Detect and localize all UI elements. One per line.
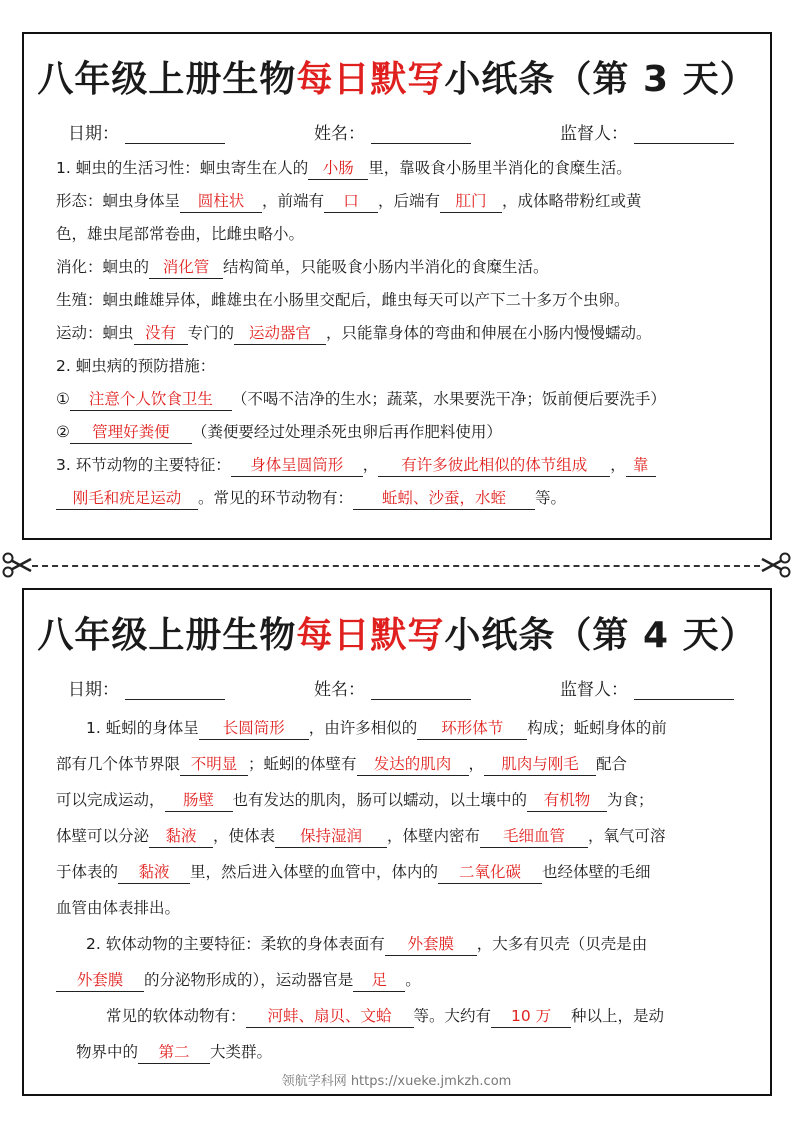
text: ，前端有 — [262, 192, 325, 210]
text: 3. 环节动物的主要特征： — [56, 456, 231, 474]
text: 运动：蛔虫 — [56, 324, 134, 342]
text-line — [56, 962, 750, 998]
text: ，大多有贝壳（贝壳是由 — [476, 935, 648, 953]
name-label: 姓名： — [314, 680, 365, 700]
dictation-card-day4 — [22, 588, 772, 1096]
text: 也经体壁的毛细 — [542, 863, 651, 881]
text: 物界中的 — [76, 1043, 139, 1061]
card-title — [24, 610, 770, 662]
card-body — [24, 144, 770, 515]
text: 常见的软体动物有： — [106, 1007, 246, 1025]
answer-blank: 有机物 — [527, 789, 607, 812]
text: 部有几个体节界限 — [56, 755, 181, 773]
text: 专门的 — [187, 324, 235, 342]
text-line — [56, 746, 750, 782]
text-line — [56, 1034, 750, 1070]
answer-blank: 河蚌、扇贝、文蛤 — [246, 1005, 414, 1028]
text-line — [56, 317, 750, 350]
supervisor-label: 监督人： — [560, 124, 628, 144]
text: 形态：蛔虫身体呈 — [56, 192, 181, 210]
supervisor-label: 监督人： — [560, 680, 628, 700]
text: ，氧气可溶 — [588, 827, 666, 845]
text: 等。大约有 — [413, 1007, 492, 1025]
text-line — [56, 926, 750, 962]
scissors-icon — [2, 551, 32, 579]
title-highlight: 每日默写 — [296, 615, 445, 656]
text-line — [56, 218, 750, 251]
text: 大类群。 — [210, 1043, 273, 1061]
answer-blank: 环形体节 — [417, 717, 527, 740]
text: 也有发达的肌肉，肠可以蠕动，以土壤中的 — [232, 791, 528, 809]
answer-blank: 运动器官 — [234, 322, 326, 345]
text: ， — [610, 456, 626, 474]
text: 。 — [405, 971, 421, 989]
title-part: 天） — [682, 59, 757, 100]
text: ，成体略带粉红或黄 — [502, 192, 642, 210]
text-line — [56, 185, 750, 218]
title-day-number: 4 — [642, 615, 670, 656]
footer-watermark: 领航学科网 https://xueke.jmkzh.com — [281, 1074, 512, 1089]
answer-blank: 蚯蚓、沙蚕，水蛭 — [353, 487, 535, 510]
text-line — [56, 152, 750, 185]
title-day-number: 3 — [642, 59, 670, 100]
text: （粪便要经过处理杀死虫卵后再作肥料使用） — [191, 423, 502, 441]
text: 体壁可以分泌 — [56, 827, 150, 845]
text: 1. 蛔虫的生活习性：蛔虫寄生在人的 — [56, 159, 309, 177]
scissors-icon — [761, 551, 791, 579]
title-highlight: 每日默写 — [296, 59, 445, 100]
answer-blank: 外套膜 — [56, 969, 144, 992]
text: 。常见的环节动物有： — [198, 489, 354, 507]
card-title — [24, 54, 770, 106]
text: ， — [362, 456, 379, 474]
dictation-card-day3 — [22, 32, 772, 540]
text-line — [56, 998, 750, 1034]
date-label: 日期： — [68, 680, 119, 700]
title-part: 天） — [682, 615, 757, 656]
answer-blank: 足 — [353, 969, 405, 992]
date-label: 日期： — [68, 124, 119, 144]
text: ，使体表 — [213, 827, 276, 845]
meta-row — [24, 662, 770, 700]
text: ，只能靠身体的弯曲和伸展在小肠内慢慢蠕动。 — [326, 324, 652, 342]
answer-blank: 口 — [324, 190, 378, 213]
answer-blank: 有许多彼此相似的体节组成 — [378, 454, 610, 477]
answer-blank: 长圆筒形 — [199, 717, 309, 740]
text-line — [56, 818, 750, 854]
answer-blank: 消化管 — [149, 256, 223, 279]
text: 消化：蛔虫的 — [56, 258, 150, 276]
text: 1. 蚯蚓的身体呈 — [86, 719, 199, 737]
text-line — [56, 782, 750, 818]
text: 2. 软体动物的主要特征：柔软的身体表面有 — [86, 935, 385, 953]
answer-blank: 黏液 — [149, 825, 213, 848]
date-field[interactable] — [125, 681, 225, 700]
answer-blank: 注意个人饮食卫生 — [70, 388, 232, 411]
text: ，体壁内密布 — [387, 827, 481, 845]
answer-blank: 肌肉与刚毛 — [484, 753, 596, 776]
answer-blank: 肠壁 — [165, 789, 233, 812]
text: ， — [468, 755, 485, 773]
text: 2. 蛔虫病的预防措施： — [56, 357, 216, 375]
date-field[interactable] — [125, 125, 225, 144]
text-line — [56, 854, 750, 890]
answer-blank: 发达的肌肉 — [357, 753, 469, 776]
text-line — [56, 350, 750, 383]
text: ，由许多相似的 — [308, 719, 418, 737]
name-field[interactable] — [371, 125, 471, 144]
text: 为食； — [607, 791, 654, 809]
text-line — [56, 890, 750, 926]
answer-blank: 小肠 — [308, 157, 368, 180]
answer-blank: 外套膜 — [385, 933, 477, 956]
meta-row — [24, 106, 770, 144]
text: 构成；蚯蚓身体的前 — [527, 719, 667, 737]
answer-blank: 肛门 — [440, 190, 502, 213]
answer-blank: 不明显 — [180, 753, 248, 776]
text: 等。 — [535, 489, 567, 507]
text-line — [56, 383, 750, 416]
cut-line — [32, 565, 760, 567]
card-body — [24, 700, 770, 1070]
answer-blank: 没有 — [134, 322, 188, 345]
answer-blank: 刚毛和疣足运动 — [56, 487, 198, 510]
text: ，后端有 — [378, 192, 441, 210]
text: 血管由体表排出。 — [56, 899, 181, 917]
text: 色，雄虫尾部常卷曲，比雌虫略小。 — [56, 225, 305, 243]
text: ① — [56, 390, 70, 408]
supervisor-field[interactable] — [634, 681, 734, 700]
answer-blank: 保持湿润 — [275, 825, 387, 848]
text: 配合 — [596, 755, 628, 773]
text-line — [56, 251, 750, 284]
title-part: 小纸条（第 — [444, 59, 630, 100]
title-part: 小纸条（第 — [444, 615, 630, 656]
text-line — [56, 284, 750, 317]
answer-blank: 靠 — [626, 454, 656, 477]
text: 可以完成运动， — [56, 791, 165, 809]
text: 的分泌物形成的），运动器官是 — [144, 971, 354, 989]
text: 种以上，是动 — [571, 1007, 665, 1025]
answer-blank: 二氧化碳 — [438, 861, 542, 884]
answer-blank: 10 万 — [491, 1005, 571, 1028]
name-label: 姓名： — [314, 124, 365, 144]
answer-blank: 管理好粪便 — [70, 421, 192, 444]
text: 里，靠吸食小肠里半消化的食糜生活。 — [368, 159, 632, 177]
name-field[interactable] — [371, 681, 471, 700]
answer-blank: 圆柱状 — [180, 190, 262, 213]
text-line — [56, 482, 750, 515]
text-line — [56, 416, 750, 449]
text: 结构简单，只能吸食小肠内半消化的食糜生活。 — [223, 258, 549, 276]
text: ② — [56, 423, 70, 441]
answer-blank: 身体呈圆筒形 — [231, 454, 363, 477]
text-line — [56, 449, 750, 482]
text: 里，然后进入体壁的血管中，体内的 — [190, 863, 439, 881]
text-line — [56, 710, 750, 746]
text: （不喝不洁净的生水；蔬菜，水果要洗干净；饭前便后要洗手） — [231, 390, 666, 408]
text: ；蚯蚓的体壁有 — [248, 755, 357, 773]
answer-blank: 黏液 — [118, 861, 190, 884]
text: 生殖：蛔虫雌雄异体，雌雄虫在小肠里交配后，雌虫每天可以产下二十多万个虫卵。 — [56, 291, 630, 309]
title-part: 八年级上册生物 — [37, 615, 297, 656]
title-part: 八年级上册生物 — [37, 59, 297, 100]
answer-blank: 第二 — [138, 1041, 210, 1064]
text: 于体表的 — [56, 863, 119, 881]
supervisor-field[interactable] — [634, 125, 734, 144]
answer-blank: 毛细血管 — [480, 825, 588, 848]
